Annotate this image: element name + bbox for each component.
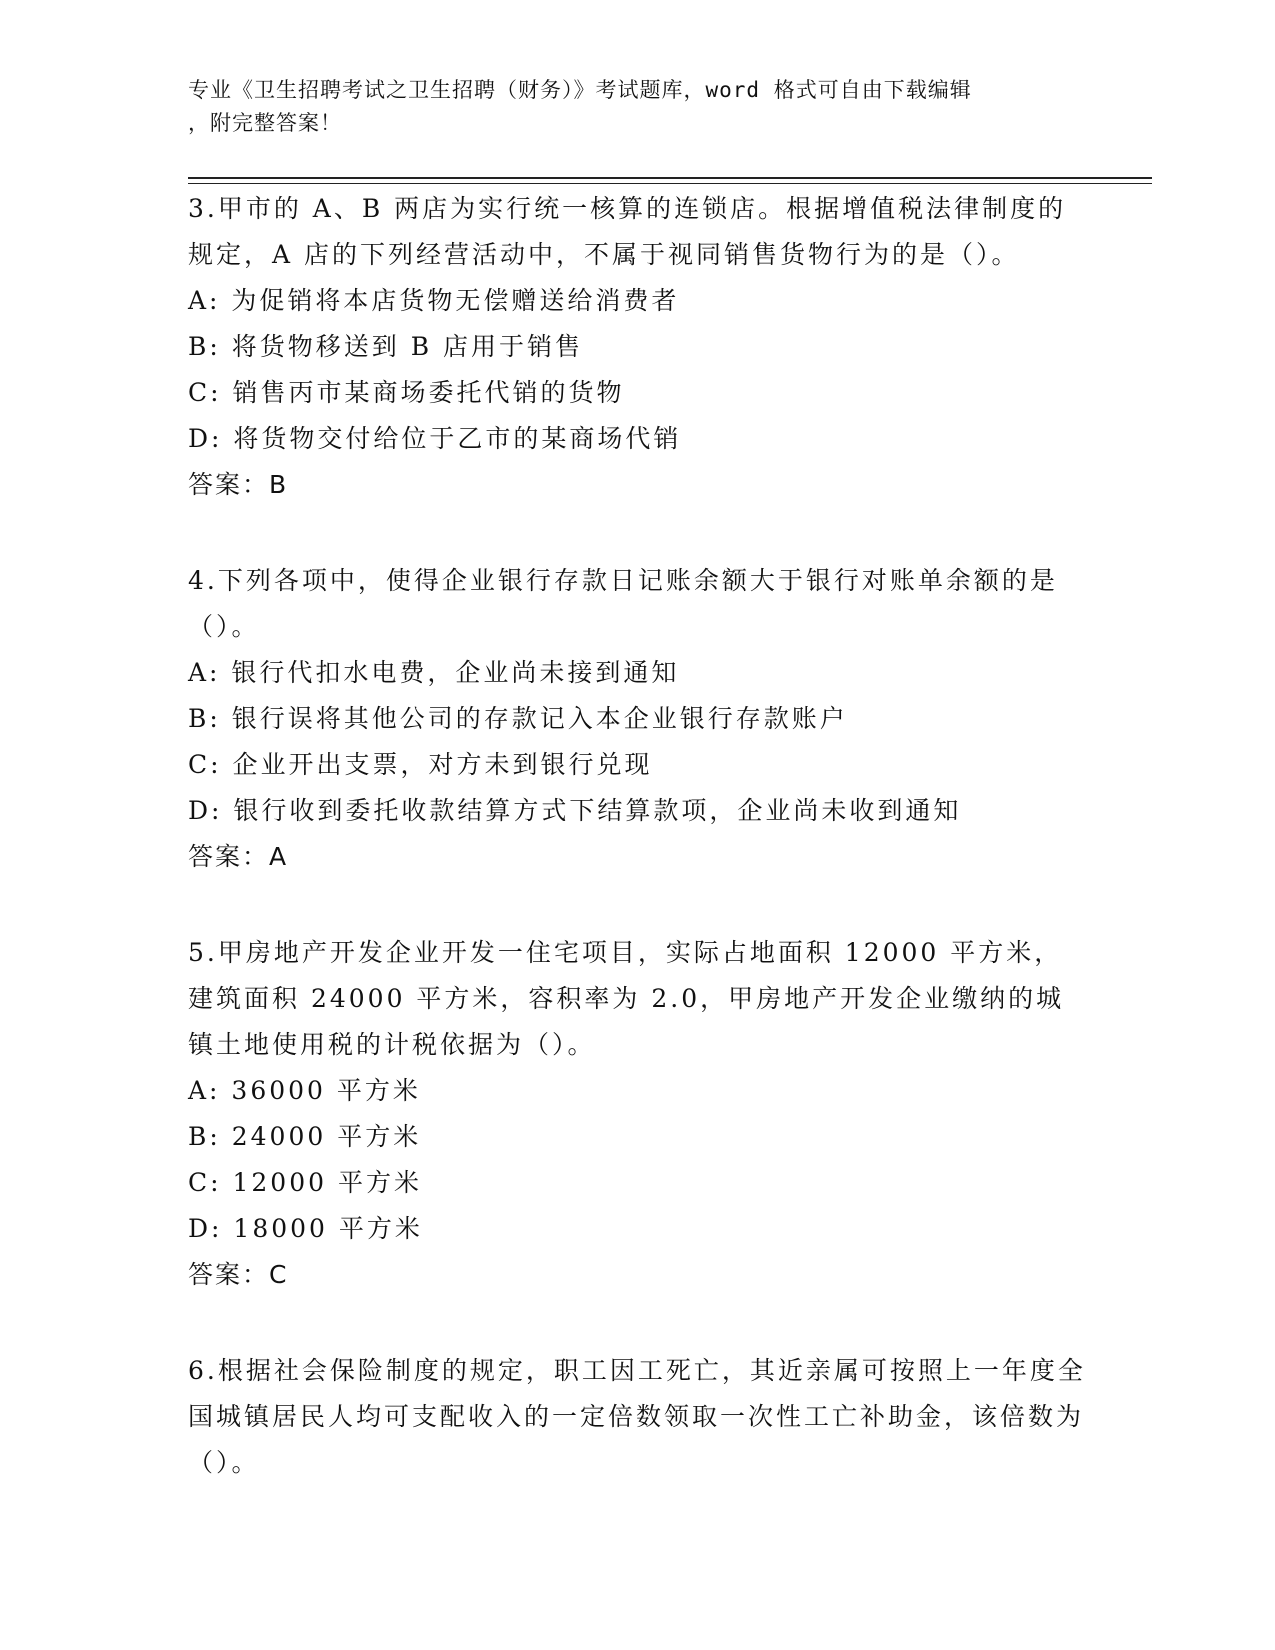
header-line-1: 专业《卫生招聘考试之卫生招聘（财务）》考试题库，word 格式可自由下载编辑: [188, 78, 972, 102]
question-4: [188, 558, 1088, 880]
option-b: B: 银行误将其他公司的存款记入本企业银行存款账户: [188, 704, 848, 733]
question-stem: 5.甲房地产开发企业开发一住宅项目，实际占地面积 12000 平方米，建筑面积 24000 平方米，容积率为 2.0，甲房地产开发企业缴纳的城镇土地使用税的计税依据为（）。: [188, 938, 1065, 1059]
answer-line: 答案：A: [188, 842, 289, 871]
option-d: D: 银行收到委托收款结算方式下结算款项，企业尚未收到通知: [188, 796, 962, 825]
question-list: [188, 186, 1088, 1536]
option-c: C: 12000 平方米: [188, 1168, 422, 1197]
question-stem: 3.甲市的 A、B 两店为实行统一核算的连锁店。根据增值税法律制度的规定，A 店的下列经营活动中，不属于视同销售货物行为的是（）。: [188, 194, 1067, 269]
answer-line: 答案：C: [188, 1260, 289, 1289]
option-c: C: 企业开出支票，对方未到银行兑现: [188, 750, 653, 779]
option-d: D: 将货物交付给位于乙市的某商场代销: [188, 424, 682, 453]
option-a: A: 为促销将本店货物无偿赠送给消费者: [188, 286, 680, 315]
question-3: [188, 186, 1088, 508]
header-divider-thick: [188, 177, 1152, 179]
question-5: [188, 930, 1088, 1298]
question-6: [188, 1348, 1088, 1486]
header-line-2: ，附完整答案！: [188, 111, 342, 135]
question-stem: 6.根据社会保险制度的规定，职工因工死亡，其近亲属可按照上一年度全国城镇居民人均可支配收入的一定倍数领取一次性工亡补助金，该倍数为（）。: [188, 1356, 1086, 1477]
option-a: A: 银行代扣水电费，企业尚未接到通知: [188, 658, 680, 687]
option-d: D: 18000 平方米: [188, 1214, 423, 1243]
option-a: A: 36000 平方米: [188, 1076, 421, 1105]
option-b: B: 将货物移送到 B 店用于销售: [188, 332, 584, 361]
answer-line: 答案：B: [188, 470, 289, 499]
document-header: [188, 74, 1068, 140]
option-c: C: 销售丙市某商场委托代销的货物: [188, 378, 625, 407]
option-b: B: 24000 平方米: [188, 1122, 422, 1151]
question-stem: 4.下列各项中，使得企业银行存款日记账余额大于银行对账单余额的是（）。: [188, 566, 1058, 641]
header-divider-thin: [188, 183, 1152, 184]
